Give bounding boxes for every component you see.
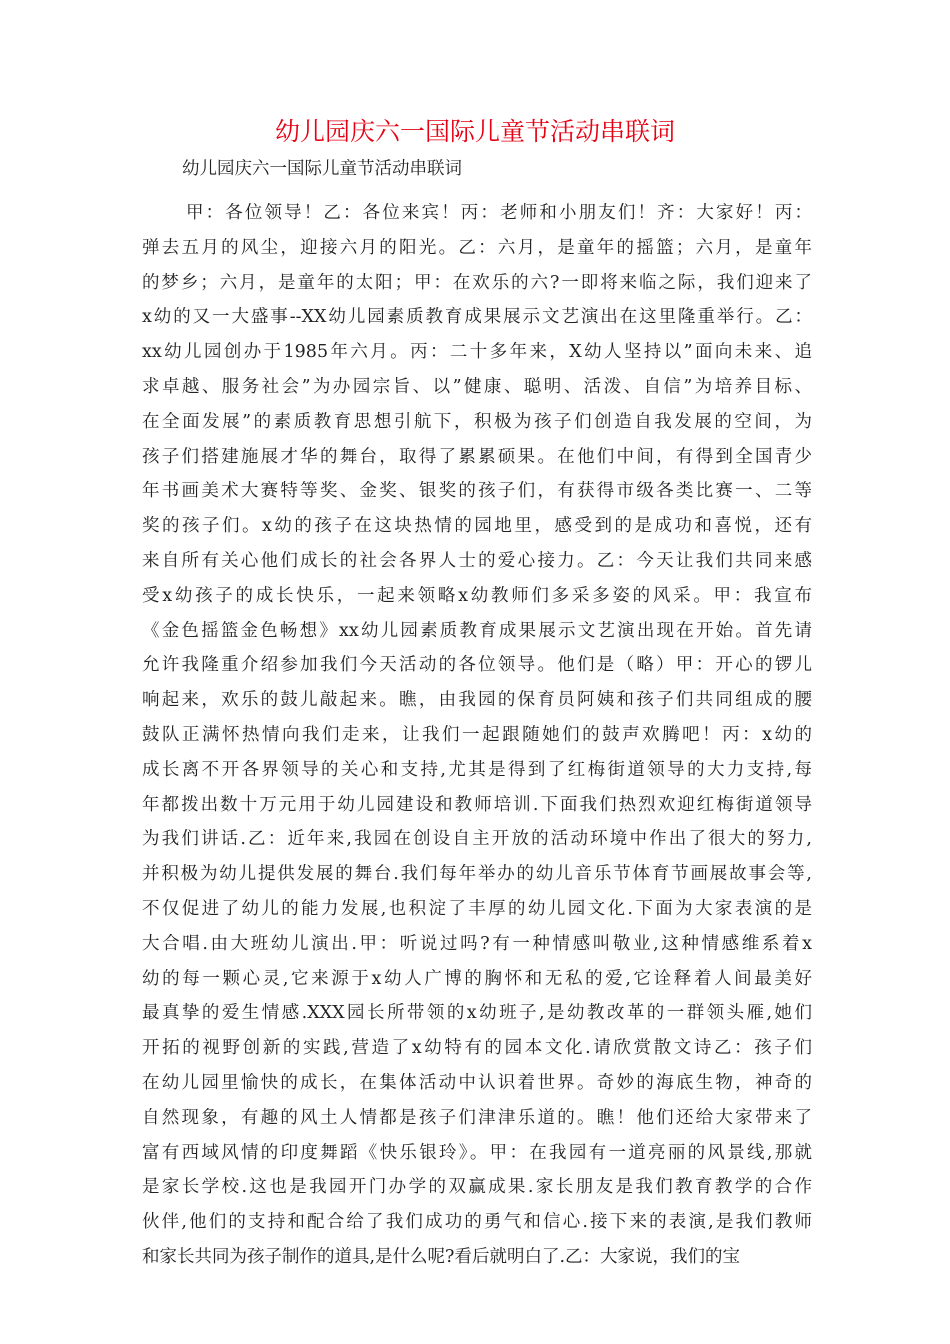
body-line: 受x幼孩子的成长快乐，一起来领略x幼教师们多采多姿的风采。甲：我宣布: [142, 585, 812, 606]
body-line: 伙伴,他们的支持和配合给了我们成功的勇气和信心.接下来的表演,是我们教师: [142, 1212, 812, 1233]
body-line: 奖的孩子们。x幼的孩子在这块热情的园地里，感受到的是成功和喜悦，还有: [142, 516, 812, 537]
body-line: 为我们讲话.乙：近年来,我园在创设自主开放的活动环境中作出了很大的努力,: [142, 829, 812, 850]
body-line: 不仅促进了幼儿的能力发展,也积淀了丰厚的幼儿园文化.下面为大家表演的是: [142, 898, 812, 919]
body-line: 响起来，欢乐的鼓儿敲起来。瞧，由我园的保育员阿姨和孩子们共同组成的腰: [142, 690, 812, 711]
body-line: 鼓队正满怀热情向我们走来，让我们一起跟随她们的鼓声欢腾吧！丙：x幼的: [142, 724, 812, 745]
document-body: [142, 196, 812, 1275]
body-line: 幼的每一颗心灵,它来源于x幼人广博的胸怀和无私的爱,它诠释着人间最美好: [142, 968, 812, 989]
body-line: 弹去五月的风尘，迎接六月的阳光。乙：六月，是童年的摇篮；六月，是童年: [142, 237, 812, 258]
body-line: 来自所有关心他们成长的社会各界人士的爱心接力。乙：今天让我们共同来感: [142, 550, 812, 571]
body-line: 开拓的视野创新的实践,营造了x幼特有的园本文化.请欣赏散文诗乙：孩子们: [142, 1038, 812, 1059]
body-line: 年书画美术大赛特等奖、金奖、银奖的孩子们，有获得市级各类比赛一、二等: [142, 481, 812, 502]
body-line: 成长离不开各界领导的关心和支持,尤其是得到了红梅街道领导的大力支持,每: [142, 759, 812, 780]
body-line: 求卓越、服务社会”为办园宗旨、以”健康、聪明、活泼、自信”为培养目标、: [142, 376, 812, 397]
body-line: 最真挚的爱生情感.XXX园长所带领的x幼班子,是幼教改革的一群领头雁,她们: [142, 1003, 812, 1024]
body-line: 《金色摇篮金色畅想》xx幼儿园素质教育成果展示文艺演出现在开始。首先请: [142, 620, 812, 641]
body-line: 允许我隆重介绍参加我们今天活动的各位领导。他们是（略）甲：开心的锣儿: [142, 655, 812, 676]
body-line: 是家长学校.这也是我园开门办学的双赢成果.家长朋友是我们教育教学的合作: [142, 1177, 812, 1198]
body-line: 孩子们搭建施展才华的舞台，取得了累累硕果。在他们中间，有得到全国青少: [142, 446, 812, 467]
document-subtitle: 幼儿园庆六一国际儿童节活动串联词: [182, 159, 462, 179]
document-title: 幼儿园庆六一国际儿童节活动串联词: [274, 117, 675, 146]
body-line: 富有西域风情的印度舞蹈《快乐银玲》。甲：在我园有一道亮丽的风景线,那就: [142, 1142, 812, 1163]
body-line: 自然现象，有趣的风土人情都是孩子们津津乐道的。瞧！他们还给大家带来了: [142, 1107, 812, 1128]
body-line: 的梦乡；六月，是童年的太阳；甲：在欢乐的六?一即将来临之际，我们迎来了: [142, 272, 812, 293]
body-line: 和家长共同为孩子制作的道具,是什么呢?看后就明白了.乙：大家说，我们的宝: [142, 1246, 741, 1267]
body-line: 在全面发展”的素质教育思想引航下，积极为孩子们创造自我发展的空间，为: [142, 411, 812, 432]
body-line: 在幼儿园里愉快的成长，在集体活动中认识着世界。奇妙的海底生物，神奇的: [142, 1072, 812, 1093]
body-line: x幼的又一大盛事--XX幼儿园素质教育成果展示文艺演出在这里隆重举行。乙：: [142, 307, 812, 328]
body-line: 年都拨出数十万元用于幼儿园建设和教师培训.下面我们热烈欢迎红梅街道领导: [142, 794, 812, 815]
body-line: 并积极为幼儿提供发展的舞台.我们每年举办的幼儿音乐节体育节画展故事会等,: [142, 864, 812, 885]
body-line: 甲：各位领导！乙：各位来宾！丙：老师和小朋友们！齐：大家好！丙：: [186, 203, 812, 223]
body-line: xx幼儿园创办于1985年六月。丙：二十多年来，X幼人坚持以”面向未来、追: [142, 342, 812, 363]
body-line: 大合唱.由大班幼儿演出.甲：听说过吗?有一种情感叫敬业,这种情感维系着x: [142, 933, 812, 954]
